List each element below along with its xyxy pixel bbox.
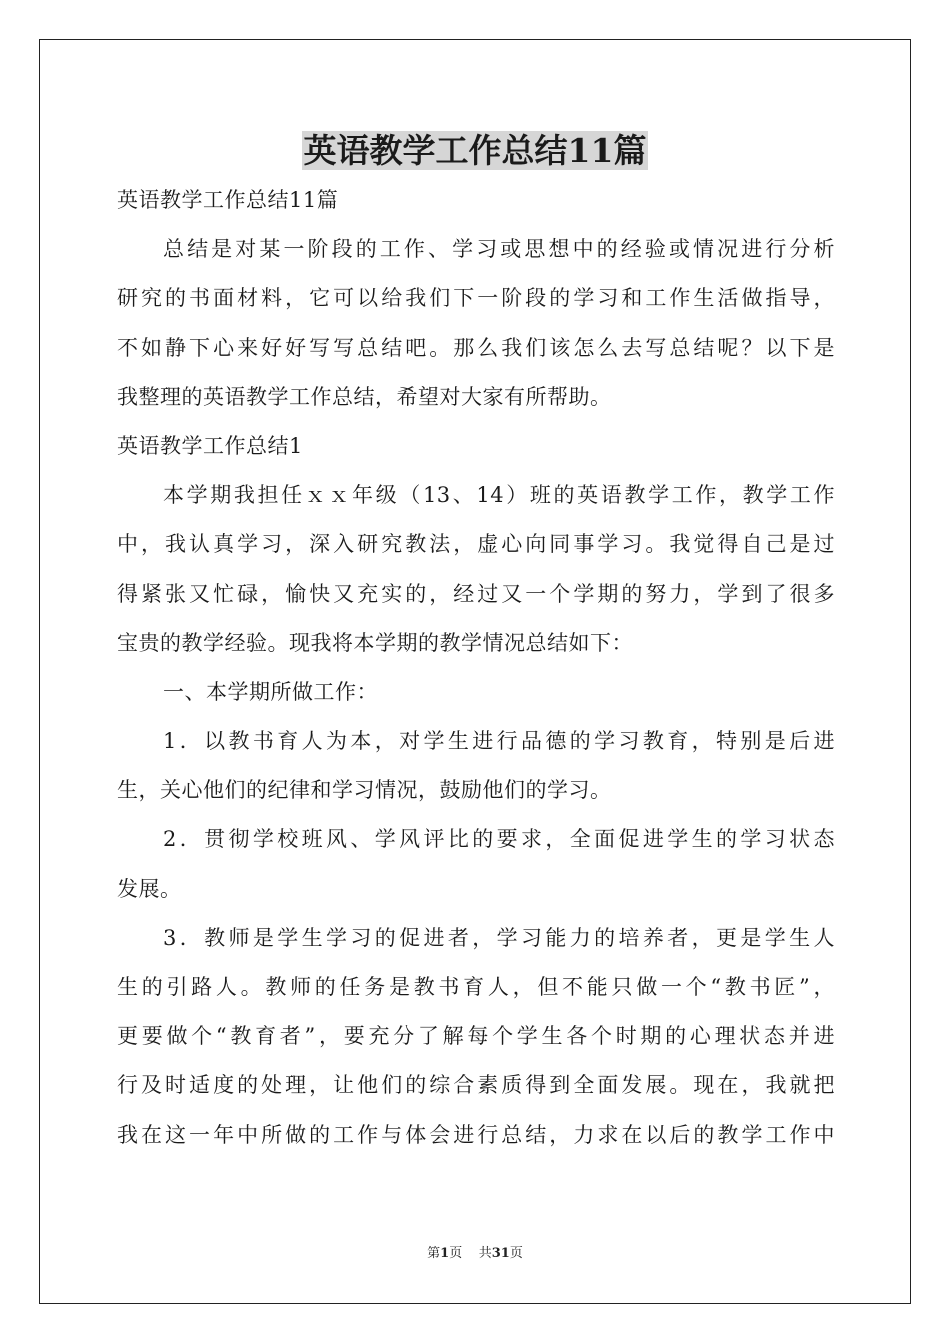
text-line: 研究的书面材料，它可以给我们下一阶段的学习和工作生活做指导， bbox=[117, 286, 835, 311]
text-line: 宝贵的教学经验。现我将本学期的教学情况总结如下： bbox=[117, 630, 633, 655]
text-line: 生的引路人。教师的任务是教书育人，但不能只做一个“教书匠”， bbox=[117, 975, 835, 999]
footer-page-word: 页 bbox=[449, 1246, 463, 1261]
text-line: 英语教学工作总结11篇 bbox=[117, 188, 339, 212]
footer-total-pages: 31 bbox=[491, 1246, 510, 1261]
footer-prefix: 第 bbox=[427, 1246, 441, 1261]
footer-current-page: 1 bbox=[440, 1246, 450, 1261]
text-line: 中，我认真学习，深入研究教法，虚心向同事学习。我觉得自己是过 bbox=[117, 532, 835, 557]
text-line: 3．教师是学生学习的促进者，学习能力的培养者，更是学生人 bbox=[163, 925, 835, 950]
text-line: 我在这一年中所做的工作与体会进行总结，力求在以后的教学工作中 bbox=[117, 1122, 835, 1147]
text-line: 生，关心他们的纪律和学习情况，鼓励他们的学习。 bbox=[117, 778, 612, 803]
text-line: 2．贯彻学校班风、学风评比的要求，全面促进学生的学习状态 bbox=[163, 827, 835, 852]
text-line: 本学期我担任ｘｘ年级（13、14）班的英语教学工作，教学工作 bbox=[163, 483, 835, 508]
text-line: 发展。 bbox=[117, 876, 182, 901]
page-footer bbox=[0, 1242, 950, 1261]
text-line: 我整理的英语教学工作总结，希望对大家有所帮助。 bbox=[117, 384, 612, 409]
text-line: 1．以教书育人为本，对学生进行品德的学习教育，特别是后进 bbox=[163, 729, 835, 754]
text-line: 不如静下心来好好写写总结吧。那么我们该怎么去写总结呢？以下是 bbox=[117, 335, 835, 360]
text-line: 得紧张又忙碌，愉快又充实的，经过又一个学期的努力，学到了很多 bbox=[117, 581, 835, 606]
text-line: 英语教学工作总结1 bbox=[117, 433, 303, 458]
document-title bbox=[0, 128, 950, 174]
text-line: 一、本学期所做工作： bbox=[163, 679, 378, 704]
text-line: 行及时适度的处理，让他们的综合素质得到全面发展。现在，我就把 bbox=[117, 1073, 835, 1098]
document-body bbox=[117, 176, 835, 1160]
footer-total-suffix: 页 bbox=[509, 1246, 523, 1261]
document-title-text: 英语教学工作总结11篇 bbox=[303, 131, 647, 170]
text-line: 更要做个“教育者”，要充分了解每个学生各个时期的心理状态并进 bbox=[117, 1024, 835, 1049]
footer-total-prefix: 共 bbox=[478, 1246, 492, 1261]
text-line: 总结是对某一阶段的工作、学习或思想中的经验或情况进行分析 bbox=[163, 237, 835, 262]
